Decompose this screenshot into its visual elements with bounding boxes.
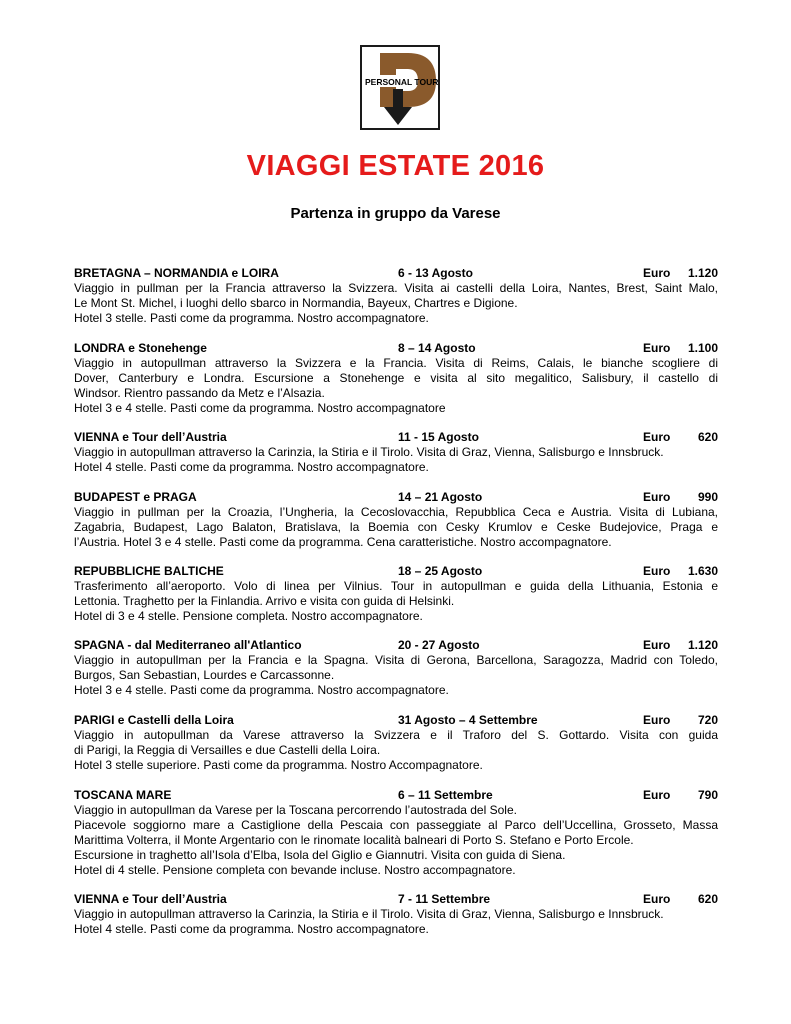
- trip-header: [74, 430, 718, 445]
- trip-entry: [74, 490, 718, 550]
- trip-price: [643, 564, 718, 579]
- trip-amount: 1.120: [687, 638, 718, 652]
- trip-price: [643, 638, 718, 653]
- trip-amount: 990: [697, 490, 718, 504]
- trip-description-line: Zagabria, Budapest, Lago Balaton, Bratislava, la Boemia con Cesky Krumlov e Ceske Budejovice, Praga e: [74, 520, 718, 534]
- trip-entry: [74, 430, 718, 475]
- trip-description-line: Viaggio in autopullman da Varese per la Toscana percorrendo l’autostrada del Sole.: [74, 803, 517, 817]
- trip-header: [74, 788, 718, 803]
- trip-currency: Euro: [643, 341, 671, 355]
- trip-header: [74, 892, 718, 907]
- trip-description-line: Hotel di 4 stelle. Pensione completa con bevande incluse. Nostro accompagnatore.: [74, 863, 516, 877]
- trip-currency: Euro: [643, 564, 671, 578]
- trip-description-line: Hotel 4 stelle. Pasti come da programma. Nostro accompagnatore.: [74, 460, 429, 474]
- trip-description-line: Viaggio in autopullman per la Francia e la Spagna. Visita di Gerona, Barcellona, Saragozza, Madrid con Toledo,: [74, 653, 718, 667]
- trip-amount: 1.100: [687, 341, 718, 355]
- trip-entry: [74, 266, 718, 326]
- trip-description-line: Escursione in traghetto all’Isola d’Elba, Isola del Giglio e Giannutri. Visita con guida di Siena.: [74, 848, 566, 862]
- trip-dates: 11 - 15 Agosto: [398, 430, 479, 444]
- trip-price: [643, 490, 718, 505]
- trip-name: TOSCANA MARE: [74, 788, 172, 802]
- trip-currency: Euro: [643, 788, 671, 802]
- trip-price: [643, 892, 718, 907]
- trip-name: BRETAGNA – NORMANDIA e LOIRA: [74, 266, 279, 280]
- trip-description-line: Viaggio in autopullman da Varese attraverso la Svizzera e il Traforo del S. Gottardo. Visita con guida: [74, 728, 718, 742]
- trip-description-line: l’Austria. Hotel 3 e 4 stelle. Pasti come da programma. Cena caratteristiche. Nostro accompagnatore.: [74, 535, 612, 549]
- trip-dates: 18 – 25 Agosto: [398, 564, 483, 578]
- trip-description-line: Windsor. Rientro passando da Metz e l’Alsazia.: [74, 386, 325, 400]
- trip-dates: 6 - 13 Agosto: [398, 266, 473, 280]
- trip-description-line: Burgos, San Sebastian, Lourdes e Carcassonne.: [74, 668, 335, 682]
- trip-header: [74, 638, 718, 653]
- trip-description-line: Viaggio in pullman per la Croazia, l’Ungheria, la Cecoslovacchia, Repubblica Ceca e Austria. Visita di Lubiana,: [74, 505, 718, 519]
- trip-name: PARIGI e Castelli della Loira: [74, 713, 234, 727]
- trip-name: VIENNA e Tour dell’Austria: [74, 430, 227, 444]
- trip-list: [74, 266, 718, 937]
- trip-amount: 620: [697, 430, 718, 444]
- trip-entry: [74, 892, 718, 937]
- trip-entry: [74, 638, 718, 698]
- trip-entry: [74, 713, 718, 773]
- trip-currency: Euro: [643, 266, 671, 280]
- trip-header: [74, 341, 718, 356]
- trip-name: SPAGNA - dal Mediterraneo all'Atlantico: [74, 638, 302, 652]
- trip-amount: 620: [697, 892, 718, 906]
- trip-amount: 720: [697, 713, 718, 727]
- trip-dates: 20 - 27 Agosto: [398, 638, 480, 652]
- trip-price: [643, 713, 718, 728]
- trip-description-line: Le Mont St. Michel, i luoghi dello sbarco in Normandia, Bayeux, Chartres e Digione.: [74, 296, 518, 310]
- trip-name: VIENNA e Tour dell’Austria: [74, 892, 227, 906]
- trip-amount: 1.120: [687, 266, 718, 280]
- trip-description-line: Hotel 4 stelle. Pasti come da programma. Nostro accompagnatore.: [74, 922, 429, 936]
- trip-price: [643, 430, 718, 445]
- trip-name: LONDRA e Stonehenge: [74, 341, 207, 355]
- trip-currency: Euro: [643, 430, 671, 444]
- trip-description-line: Hotel 3 e 4 stelle. Pasti come da programma. Nostro accompagnatore.: [74, 683, 449, 697]
- trip-description-line: Viaggio in pullman per la Francia attraverso la Svizzera. Visita ai castelli della Loira, Nantes, Brest, Saint Malo,: [74, 281, 718, 295]
- trip-description-line: Hotel 3 e 4 stelle. Pasti come da programma. Nostro accompagnatore: [74, 401, 446, 415]
- trip-description-line: Hotel 3 stelle. Pasti come da programma. Nostro accompagnatore.: [74, 311, 429, 325]
- personal-tour-logo: [360, 45, 440, 130]
- trip-name: BUDAPEST e PRAGA: [74, 490, 197, 504]
- trip-entry: [74, 341, 718, 416]
- trip-dates: 31 Agosto – 4 Settembre: [398, 713, 538, 727]
- trip-description-line: Hotel di 3 e 4 stelle. Pensione completa. Nostro accompagnatore.: [74, 609, 423, 623]
- trip-description-line: Viaggio in autopullman attraverso la Carinzia, la Stiria e il Tirolo. Visita di Graz, Vienna, Salisburgo e Innsbruck.: [74, 445, 664, 459]
- trip-header: [74, 266, 718, 281]
- trip-dates: 8 – 14 Agosto: [398, 341, 476, 355]
- trip-currency: Euro: [643, 892, 671, 906]
- trip-amount: 1.630: [687, 564, 718, 578]
- trip-entry: [74, 564, 718, 624]
- trip-currency: Euro: [643, 490, 671, 504]
- trip-description-line: Dover, Canterbury e Londra. Escursione a Stonehenge e visita al sito megalitico, Salisbury, il castello di: [74, 371, 718, 385]
- trip-name: REPUBBLICHE BALTICHE: [74, 564, 224, 578]
- trip-entry: [74, 788, 718, 878]
- logo-text: PERSONAL TOUR: [365, 77, 439, 87]
- trip-price: [643, 266, 718, 281]
- trip-header: [74, 564, 718, 579]
- trip-dates: 7 - 11 Settembre: [398, 892, 491, 906]
- trip-description-line: Lettonia. Traghetto per la Finlandia. Arrivo e visita con guida di Helsinki.: [74, 594, 455, 608]
- trip-description-line: di Parigi, la Reggia di Versailles e due Castelli della Loira.: [74, 743, 381, 757]
- trip-header: [74, 713, 718, 728]
- trip-description-line: Viaggio in autopullman attraverso la Svizzera e la Francia. Visita di Reims, Calais, le bianche scogliere di: [74, 356, 718, 370]
- trip-currency: Euro: [643, 638, 671, 652]
- trip-description-line: Hotel 3 stelle superiore. Pasti come da programma. Nostro Accompagnatore.: [74, 758, 483, 772]
- trip-dates: 6 – 11 Settembre: [398, 788, 493, 802]
- trip-amount: 790: [697, 788, 718, 802]
- trip-currency: Euro: [643, 713, 671, 727]
- page-subtitle: Partenza in gruppo da Varese: [290, 205, 501, 222]
- trip-description-line: Marittima Volterra, il Monte Argentario con le rinomate località balneari di Porto S. Stefano e Porto Ercole.: [74, 833, 634, 847]
- trip-price: [643, 341, 718, 356]
- trip-description-line: Trasferimento all’aeroporto. Volo di linea per Vilnius. Tour in autopullman e guida della Lithuania, Estonia e: [74, 579, 718, 593]
- trip-header: [74, 490, 718, 505]
- trip-dates: 14 – 21 Agosto: [398, 490, 483, 504]
- trip-description-line: Viaggio in autopullman attraverso la Carinzia, la Stiria e il Tirolo. Visita di Graz, Vienna, Salisburgo e Innsbruck.: [74, 907, 664, 921]
- trip-description-line: Piacevole soggiorno mare a Castiglione della Pescaia con passeggiate al Parco dell’Uccellina, Grosseto, Massa: [74, 818, 718, 832]
- trip-price: [643, 788, 718, 803]
- page-title: VIAGGI ESTATE 2016: [246, 150, 545, 182]
